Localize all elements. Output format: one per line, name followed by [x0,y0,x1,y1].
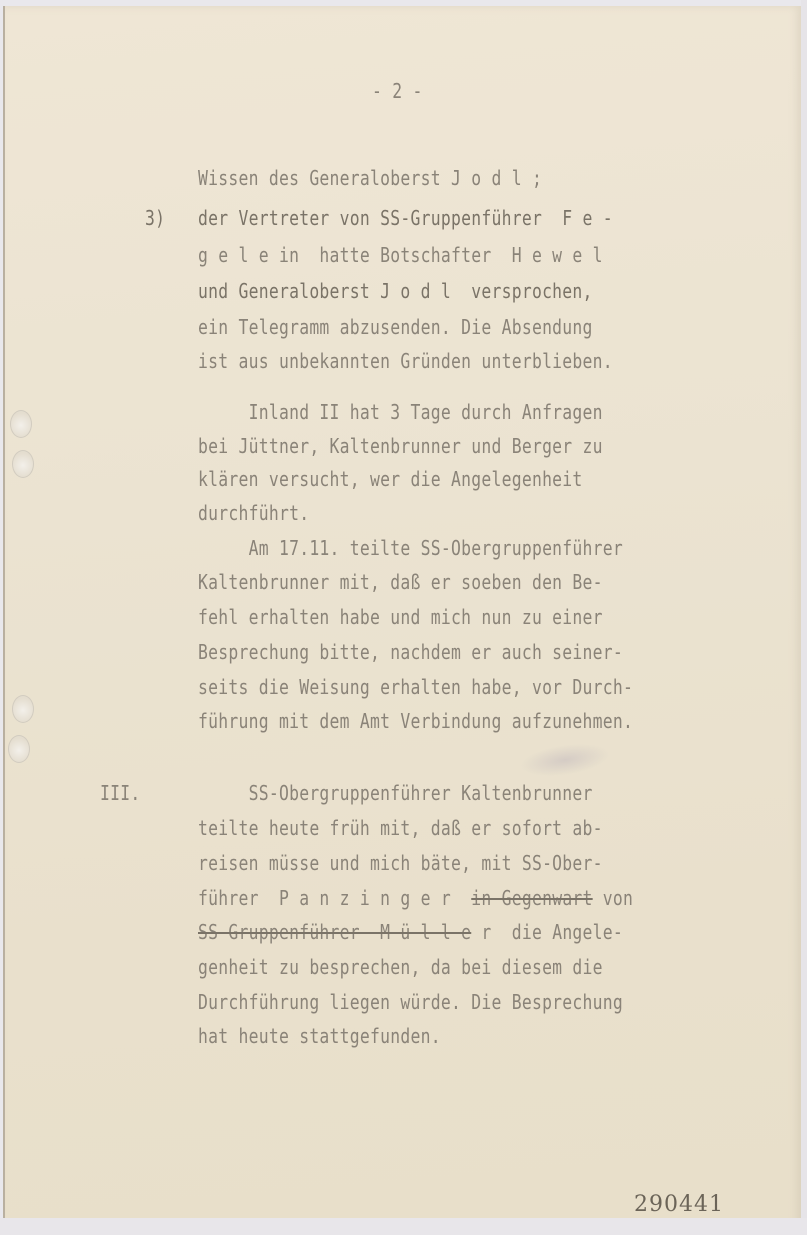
text-segment: von [592,886,634,910]
section-III-line-4 [198,883,633,913]
scan-border-bottom [0,1218,807,1235]
struck-text: in Gegenwart [471,886,593,910]
paragraph-line: bei Jüttner, Kaltenbrunner und Berger zu [198,434,603,458]
item-3-line: der Vertreter von SS-Gruppenführer F e - [198,206,613,230]
item-3-line: und Generaloberst J o d l versprochen, [198,279,593,303]
paragraph-line: Kaltenbrunner mit, daß er soeben den Be- [198,570,603,594]
scan-border-right [801,0,807,1235]
punch-hole [8,735,30,763]
document-id-stamp: 290441 [634,1192,724,1217]
paragraph-line: Am 17.11. teilte SS-Obergruppenführer [198,536,624,560]
punch-hole [12,450,34,478]
paragraph-line: Inland II hat 3 Tage durch Anfragen [198,400,603,424]
item-3-line: g e l e in hatte Botschafter H e w e l [198,243,603,267]
item-3-line: ist aus unbekannten Gründen unterblieben. [198,349,613,373]
struck-text: SS-Gruppenführer M ü l l e [198,920,472,944]
text-segment: führer P a n z i n g e r [198,886,472,910]
section-III-line: Durchführung liegen würde. Die Besprechung [198,990,624,1014]
paragraph-line: durchführt. [198,501,310,525]
paragraph-line: klären versucht, wer die Angelegenheit [198,467,583,491]
section-III-line: hat heute stattgefunden. [198,1024,441,1048]
item-3-marker: 3) [145,206,166,230]
paragraph-line: Besprechung bitte, nachdem er auch seiner- [198,640,624,664]
paragraph-line: seits die Weisung erhalten habe, vor Durch- [198,675,634,699]
continuation-line: Wissen des Generaloberst J o d l ; [198,166,543,190]
paragraph-line: fehl erhalten habe und mich nun zu einer [198,605,603,629]
item-3-line: ein Telegramm abzusenden. Die Absendung [198,315,593,339]
section-III-line: genheit zu besprechen, da bei diesem die [198,955,603,979]
section-III-marker: III. [100,781,141,805]
section-III-line: teilte heute früh mit, daß er sofort ab- [198,816,603,840]
punch-hole [12,695,34,723]
section-III-line: reisen müsse und mich bäte, mit SS-Ober- [198,851,603,875]
text-segment: r die Angele- [471,920,624,944]
paragraph-line: führung mit dem Amt Verbindung aufzunehmen. [198,709,634,733]
section-III-line: SS-Obergruppenführer Kaltenbrunner [198,781,593,805]
page-number: - 2 - [372,79,423,103]
section-III-line-5 [198,917,623,947]
punch-hole [10,410,32,438]
